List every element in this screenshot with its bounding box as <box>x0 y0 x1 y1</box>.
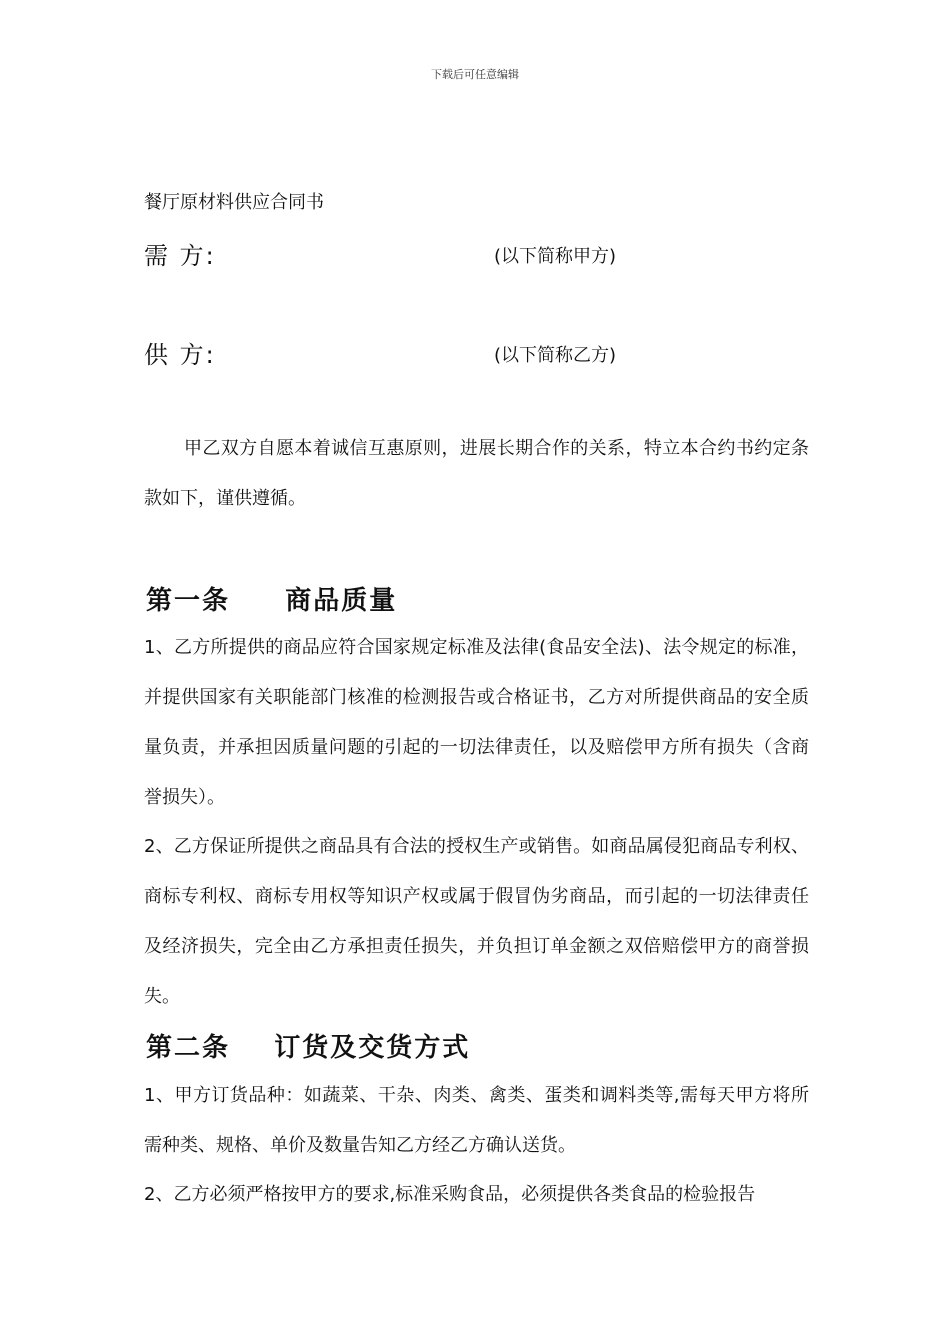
party-a-line <box>144 236 804 268</box>
party-b-label: 供 方: <box>144 341 216 369</box>
party-b-note: (以下简称乙方) <box>494 345 617 366</box>
party-a-note: (以下简称甲方) <box>494 246 617 267</box>
article-2-heading: 第二条 订货及交货方式 <box>146 1033 471 1063</box>
party-a-label: 需 方: <box>144 242 216 270</box>
party-b-line <box>144 335 804 367</box>
article-2-paragraph-2: 2、乙方必须严格按甲方的要求,标准采购食品，必须提供各类食品的检验报告 <box>144 1184 756 1205</box>
article-1-paragraph-2: 2、乙方保证所提供之商品具有合法的授权生产或销售。如商品属侵犯商品专利权、商标专利权、商标专用权等知识产权或属于假冒伪劣商品，而引起的一切法律责任及经济损失，完全由乙方承担责任损失，并负担订单金额之双倍赔偿甲方的商誉损失。 <box>144 836 809 1007</box>
article-2-paragraph-1: 1、甲方订货品种：如蔬菜、干杂、肉类、禽类、蛋类和调料类等,需每天甲方将所 需种类、规格、单价及数量告知乙方经乙方确认送货。 <box>144 1085 809 1156</box>
article-1-paragraph-1: 1、乙方所提供的商品应符合国家规定标准及法律(食品安全法)、法令规定的标准，并提供国家有关职能部门核准的检测报告或合格证书，乙方对所提供商品的安全质量负责，并承担因质量问题的引起的一切法律责任，以及赔偿甲方所有损失（含商誉损失）。 <box>144 637 809 808</box>
page-header-note: 下载后可任意编辑 <box>431 68 519 81</box>
intro-paragraph: 甲乙双方自愿本着诚信互惠原则，进展长期合作的关系，特立本合约书约定条款如下，谨供遵循。 <box>144 438 809 509</box>
document-title: 餐厅原材料供应合同书 <box>144 192 324 213</box>
article-1-heading: 第一条 商品质量 <box>146 586 398 616</box>
